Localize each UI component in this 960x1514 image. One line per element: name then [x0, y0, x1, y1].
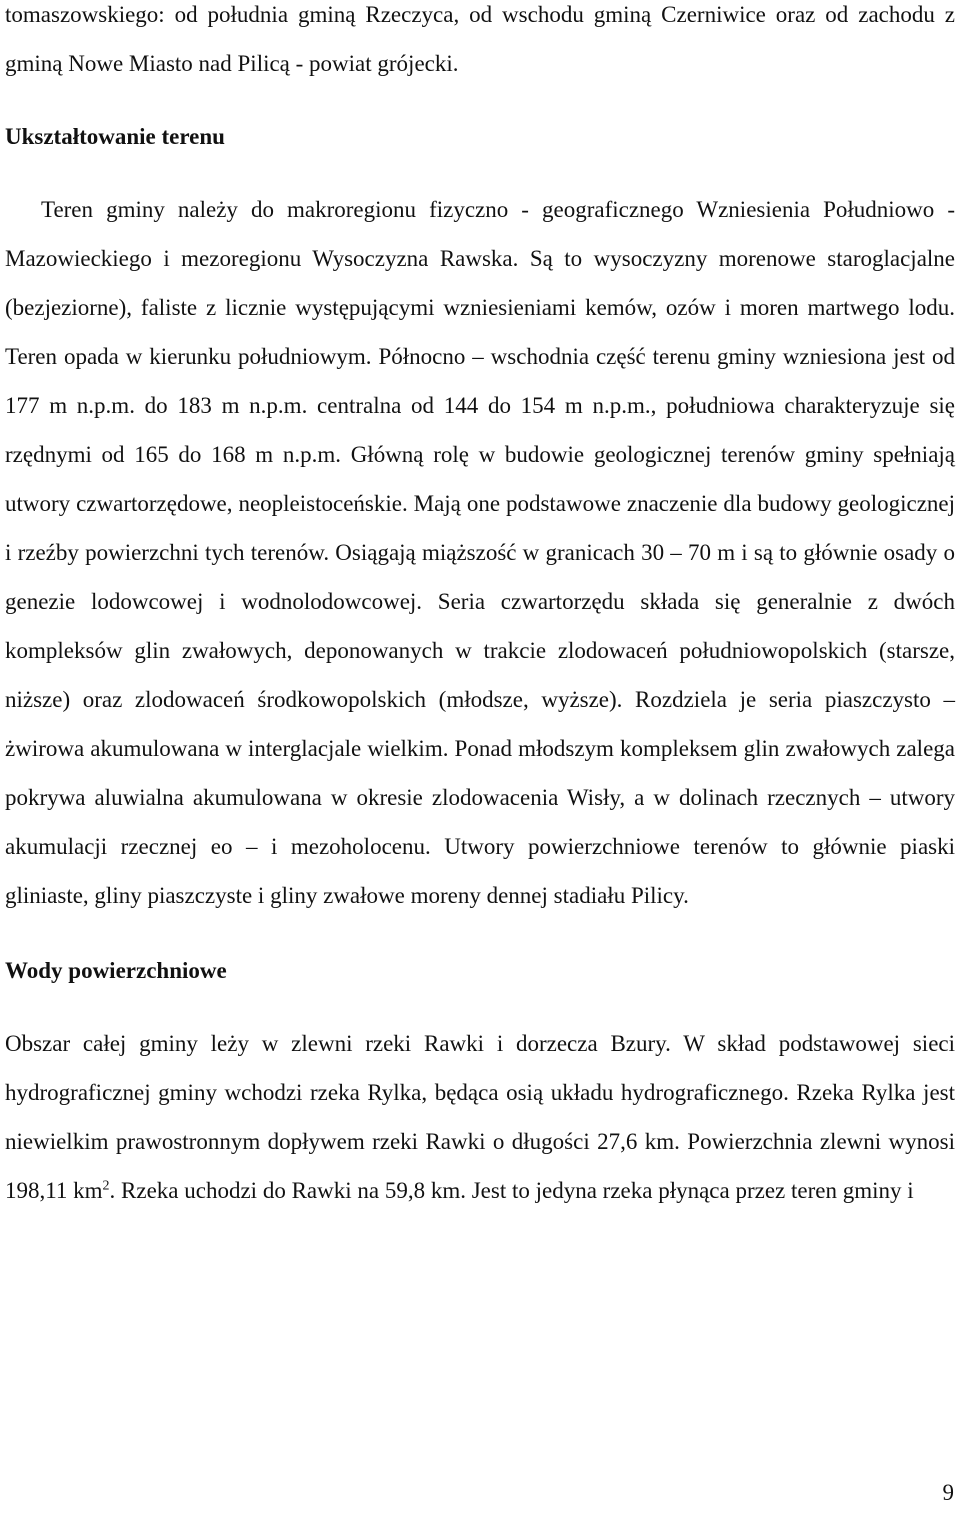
- superscript-exponent: 2: [102, 1178, 110, 1194]
- surface-waters-text-part1: Obszar całej gminy leży w zlewni rzeki Rawki i dorzecza Bzury. W skład podstawowej sieci hydrograficznej gminy wchodzi rzeka Rylka, będąca osią układu hydrograficznego. Rzeka Rylka jest niewielkim prawostronnym dopływem rzeki Rawki o długości 27,6 km. Powierzchnia zlewni wynosi 198,11 km: [5, 1031, 955, 1203]
- section-heading-terrain: Ukształtowanie terenu: [5, 124, 225, 149]
- surface-waters-text-part2: . Rzeka uchodzi do Rawki na 59,8 km. Jest to jedyna rzeka płynąca przez teren gminy i: [109, 1178, 914, 1203]
- page-number: 9: [942, 1480, 954, 1505]
- section-heading-surface-waters: Wody powierzchniowe: [5, 958, 227, 983]
- terrain-paragraph: Teren gminy należy do makroregionu fizyczno - geograficznego Wzniesienia Południowo - Mazowieckiego i mezoregionu Wysoczyzna Rawska. Są to wysoczyzny morenowe staroglacjalne (bezjeziorne), faliste z licznie występującymi wzniesieniami kemów, ozów i moren martwego lodu. Teren opada w kierunku południowym. Północno – wschodnia część terenu gminy wzniesiona jest od 177 m n.p.m. do 183 m n.p.m. centralna od 144 do 154 m n.p.m., południowa charakteryzuje się rzędnymi od 165 do 168 m n.p.m. Główną rolę w budowie geologicznej terenów gminy spełniają utwory czwartorzędowe, neopleistoceńskie. Mają one podstawowe znaczenie dla budowy geologicznej i rzeźby powierzchni tych terenów. Osiągają miąższość w granicach 30 – 70 m i są to głównie osady o genezie lodowcowej i wodnolodowcowej. Seria czwartorzędu składa się generalnie z dwóch kompleksów glin zwałowych, deponowanych w trakcie zlodowaceń południowopolskich (starsze, niższe) oraz zlodowaceń środkowopolskich (młodsze, wyższe). Rozdziela je seria piaszczysto – żwirowa akumulowana w interglacjale wielkim. Ponad młodszym kompleksem glin zwałowych zalega pokrywa aluwialna akumulowana w okresie zlodowacenia Wisły, a w dolinach rzecznych – utwory akumulacji rzecznej eo – i mezoholocenu. Utwory powierzchniowe terenów to głównie piaski gliniaste, gliny piaszczyste i gliny zwałowe moreny dennej stadiału Pilicy.: [5, 197, 955, 908]
- surface-waters-paragraph: [5, 1019, 955, 1215]
- document-page: [5, 0, 955, 1215]
- intro-paragraph: tomaszowskiego: od południa gminą Rzeczyca, od wschodu gminą Czerniwice oraz od zachodu z gminą Nowe Miasto nad Pilicą - powiat grójecki.: [5, 2, 955, 76]
